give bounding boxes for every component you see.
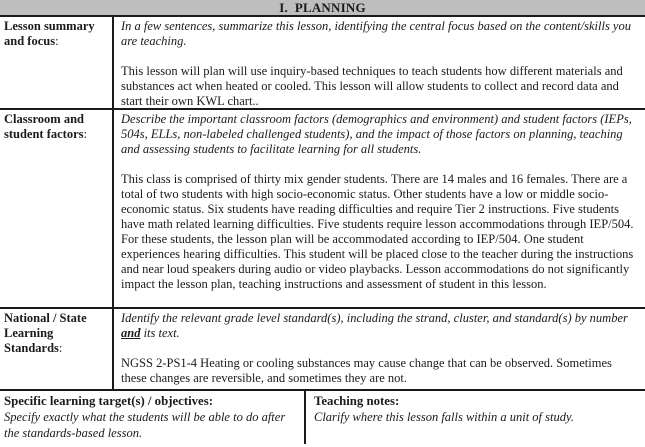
row-label-text: Classroom and student factors [4,112,84,141]
footer-heading-learning-targets: Specific learning target(s) / objectives: [4,394,213,408]
paragraph-spacer [121,157,640,172]
entry-text: This lesson will plan will use inquiry-based techniques to teach students how different materials and substances act when heated or cooled. This lesson will allow students to collect and record data and start their own KWL chart.. [121,64,623,108]
footer-instruction-teaching-notes: Clarify where this lesson falls within a unit of study. [314,410,574,424]
footer-cell-teaching-notes [306,391,645,444]
instruction-segment: its text. [140,326,180,340]
instruction-emphasis: and [121,326,141,340]
row-label-classroom-factors [0,110,114,307]
section-header-planning [0,0,645,17]
footer-heading-teaching-notes: Teaching notes: [314,394,400,408]
footer-row [0,391,645,444]
row-label-text: Lesson summary and focus [4,19,95,48]
instruction-text: In a few sentences, summarize this lesson, identifying the central focus based on the content/skills you are teaching. [121,19,631,48]
section-title: I. PLANNING [279,0,366,15]
entry-text: NGSS 2-PS1-4 Heating or cooling substances may cause change that can be observed. Sometimes these changes are reversible, and sometimes they are not. [121,356,612,385]
table-row-learning-standards [0,309,645,391]
row-label-text: National / State Learning Standards [4,311,87,355]
instruction-text: Describe the important classroom factors (demographics and environment) and student factors (IEPs, 504s, ELLs, non-labeled challenged students), and the impact of those factors on planning, teaching and assessing students to facilitate learning for all students. [121,112,632,156]
footer-instruction-learning-targets: Specify exactly what the students will be able to do after the standards-based lesson. [4,410,286,440]
row-label-lesson-summary [0,17,114,108]
row-label-colon: : [55,34,59,48]
paragraph-spacer [121,49,640,64]
row-content-classroom-factors [114,110,645,307]
row-label-learning-standards [0,309,114,389]
table-row-lesson-summary [0,17,645,110]
footer-cell-learning-targets [0,391,306,444]
instruction-text [121,311,640,341]
entry-text: This class is comprised of thirty mix gender students. There are 14 males and 16 females. There are a total of two students with high socio-economic status. Other students have a low or middle socio-economic status. Six students have reading difficulties and require Tier 2 instructions. Five students have math related learning difficulties. Five students require lesson accommodations through IEP/504. For these students, the lesson plan will be accommodated according to IEP/504. One student experiences hearing difficulties. This student will be placed close to the teacher during the instructions and near loud speakers during audio or video playbacks. Lesson accommodations do not significantly impact the lesson plan, teaching instructions and assessment of student in this lesson. [121,172,634,291]
instruction-segment: Identify the relevant grade level standard(s), including the strand, cluster, and standard(s) by number [121,311,628,325]
row-content-learning-standards [114,309,645,389]
paragraph-spacer [121,341,640,356]
row-content-lesson-summary [114,17,645,108]
row-label-colon: : [83,127,87,141]
table-row-classroom-factors [0,110,645,309]
row-label-colon: : [58,341,63,355]
